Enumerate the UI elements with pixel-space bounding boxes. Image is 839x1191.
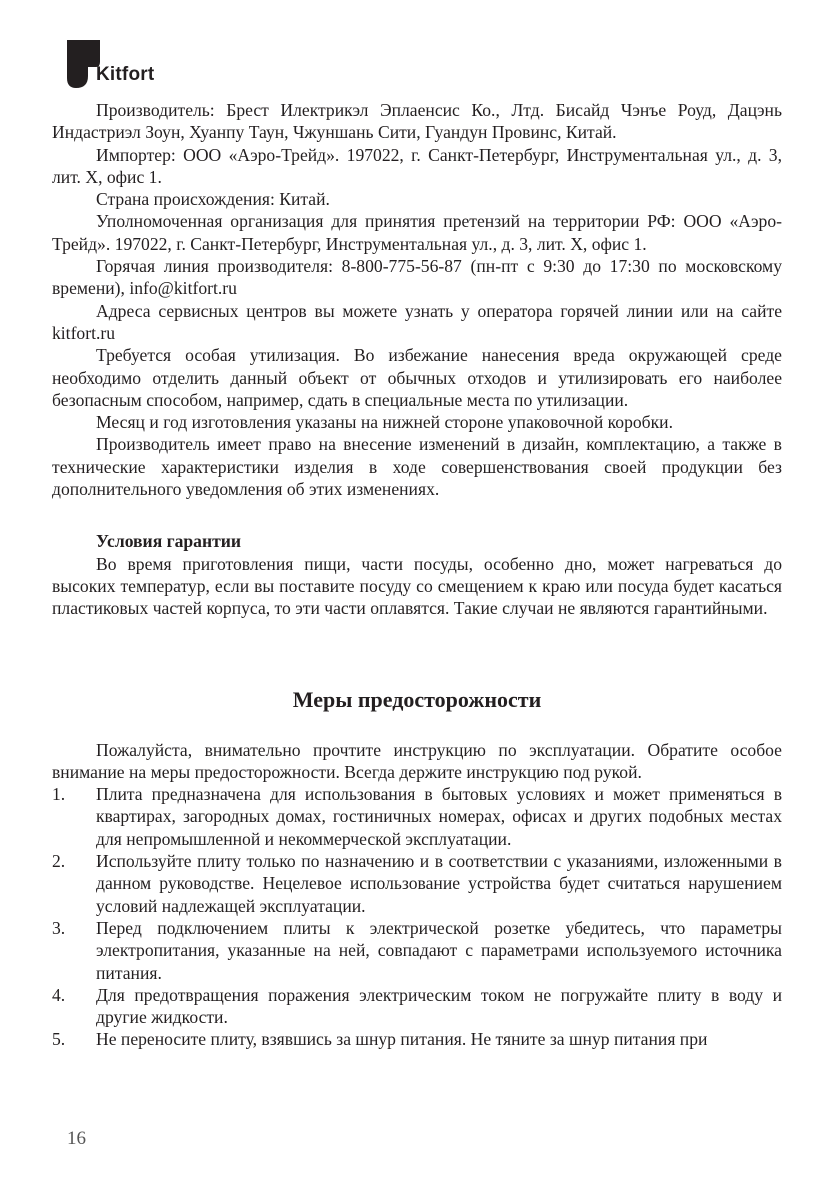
list-item-number: 2. [52, 851, 66, 872]
list-item [52, 850, 782, 917]
claims-org-paragraph: Уполномоченная организация для принятия претензий на территории РФ: ООО «Аэро-Трейд». 197022, г. Санкт-Петербург, Инструментальная ул., д. 3, лит. Х, офис 1. [52, 211, 782, 254]
manufacturer-paragraph: Производитель: Брест Илектрикэл Эплаенсис Ко., Лтд. Бисайд Чэнъе Роуд, Дацэнь Индастриэл Зоун, Хуанпу Таун, Чжуншань Сити, Гуандун Провинс, Китай. [52, 100, 782, 143]
manufacture-date-paragraph: Месяц и год изготовления указаны на нижней стороне упаковочной коробки. [96, 412, 673, 433]
changes-paragraph: Производитель имеет право на внесение изменений в дизайн, комплектацию, а также в технические характеристики изделия в ходе совершенствования своей продукции без дополнительного уведомления об этих изменениях. [52, 434, 782, 500]
hotline-paragraph: Горячая линия производителя: 8-800-775-56-87 (пн-пт с 9:30 до 17:30 по московскому времени), info@kitfort.ru [52, 256, 782, 299]
list-item [52, 783, 782, 850]
brand-logo [66, 40, 154, 88]
list-item [52, 917, 782, 984]
origin-paragraph: Страна происхождения: Китай. [96, 189, 330, 210]
list-item [52, 1028, 782, 1050]
list-item-number: 4. [52, 984, 66, 1005]
list-item-text: Перед подключением плиты к электрической розетке убедитесь, что параметры электропитания, указанные на ней, совпадают с параметрами используемого источника питания. [96, 917, 782, 983]
warranty-text: Во время приготовления пищи, части посуды, особенно дно, может нагреваться до высоких температур, если вы поставите посуду со смещением к краю или посуда будет касаться пластиковых частей корпуса, то эти части оплавятся. Такие случаи не являются гарантийными. [52, 553, 782, 619]
list-item-text: Для предотвращения поражения электрическим током не погружайте плиту в воду и другие жидкости. [96, 984, 782, 1028]
list-item-text: Не переносите плиту, взявшись за шнур питания. Не тяните за шнур питания при [96, 1029, 708, 1050]
document-body [52, 99, 782, 1051]
service-centers-paragraph: Адреса сервисных центров вы можете узнать у оператора горячей линии или на сайте kitfort.ru [52, 300, 782, 343]
disposal-paragraph: Требуется особая утилизация. Во избежание нанесения вреда окружающей среде необходимо отделить данный объект от обычных отходов и утилизировать его наиболее безопасным способом, например, сдать в специальные места по утилизации. [52, 345, 782, 410]
precautions-title: Меры предосторожности [292, 686, 542, 712]
warranty-title: Условия гарантии [96, 531, 242, 552]
list-item-text: Плита предназначена для использования в бытовых условиях и может применяться в квартирах, загородных домах, гостиничных номерах, офисах и других подобных местах для непромышленной и некоммерческой эксплуатации. [96, 784, 782, 849]
list-item-text: Используйте плиту только по назначению и в соответствии с указаниями, изложенными в данном руководстве. Нецелевое использование устройства будет считаться нарушением условий надлежащей эксплуатации. [96, 851, 782, 916]
precautions-list [52, 783, 782, 1051]
page-number: 16 [67, 1128, 86, 1149]
importer-paragraph: Импортер: ООО «Аэро-Трейд». 197022, г. Санкт-Петербург, Инструментальная ул., д. 3, лит. Х, офис 1. [52, 144, 782, 187]
list-item-number: 3. [52, 917, 66, 938]
list-item [52, 984, 782, 1029]
precautions-intro: Пожалуйста, внимательно прочтите инструкцию по эксплуатации. Обратите особое внимание на меры предосторожности. Всегда держите инструкцию под рукой. [52, 739, 782, 782]
list-item-number: 5. [52, 1029, 66, 1050]
list-item-number: 1. [52, 784, 66, 805]
brand-name: Kitfort [96, 64, 155, 85]
